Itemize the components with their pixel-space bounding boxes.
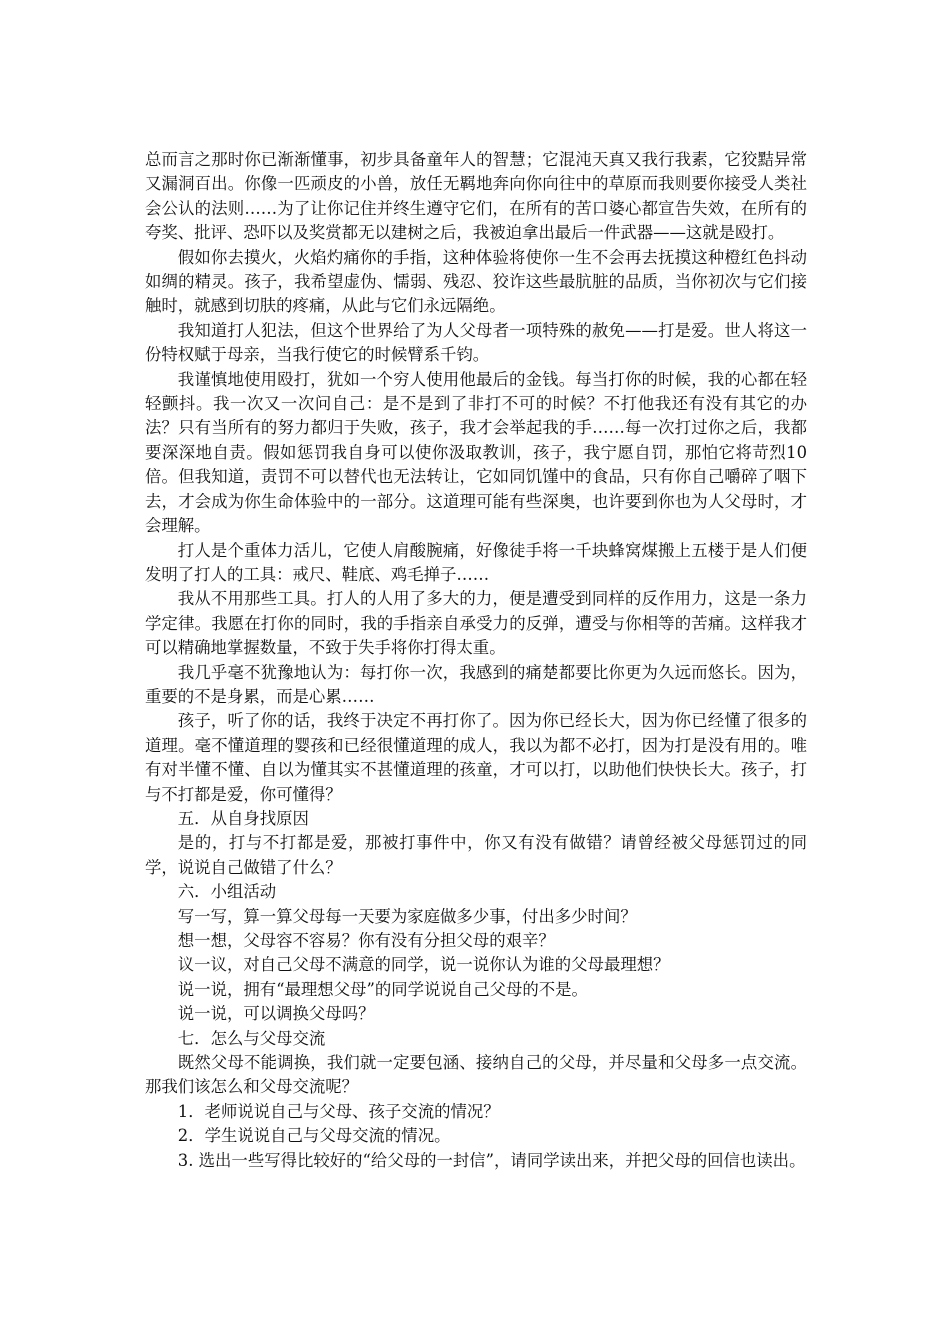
list-item-3: 3. 选出一些写得比较好的“给父母的一封信”，请同学读出来，并把父母的回信也读出。	[177, 1150, 806, 1170]
activity-discuss: 议一议，对自己父母不满意的同学，说一说你认为谁的父母最理想？	[177, 955, 670, 975]
activity-speak-2: 说一说，可以调换父母吗？	[177, 1004, 375, 1024]
section-heading-5: 五．从自身找原因	[177, 808, 309, 828]
activity-speak: 说一说，拥有“最理想父母”的同学说说自己父母的不是。	[177, 979, 588, 999]
paragraph-no-tools: 我从不用那些工具。打人的人用了多大的力，便是遭受到同样的反作用力，这是一条力学定律。我愿在打你的同时，我的手指亲自承受力的反弹，遭受与你相等的苦痛。这样我才可以精确地掌握数量，不致于失手将你打得太重。	[145, 589, 807, 658]
list-item-2: 2．学生说说自己与父母交流的情况。	[177, 1126, 451, 1146]
paragraph-pardon: 我知道打人犯法，但这个世界给了为人父母者一项特殊的赦免——打是爱。世人将这一份特权赋于母亲，当我行使它的时候臂系千钧。	[145, 320, 807, 365]
document-body	[145, 148, 807, 1173]
section-heading-7: 七．怎么与父母交流	[177, 1028, 326, 1048]
paragraph-self-reflection: 是的，打与不打都是爱，那被打事件中，你又有没有做错？请曾经被父母惩罚过的同学，说说自己做错了什么？	[145, 833, 807, 877]
paragraph-tools: 打人是个重体力活儿，它使人肩酸腕痛，好像徒手将一千块蜂窝煤搬上五楼于是人们便发明了打人的工具：戒尺、鞋底、鸡毛掸子……	[145, 540, 807, 584]
activity-think: 想一想，父母容不容易？你有没有分担父母的艰辛？	[177, 931, 555, 950]
paragraph-decision: 孩子，听了你的话，我终于决定不再打你了。因为你已经长大，因为你已经懂了很多的道理。毫不懂道理的婴孩和已经很懂道理的成人，我以为都不必打，因为打是没有用的。唯有对半懂不懂、自以为懂其实不甚懂道理的孩童，才可以打，以助他们快快长大。孩子，打与不打都是爱，你可懂得？	[145, 711, 807, 804]
paragraph-communicate: 既然父母不能调换，我们就一定要包涵、接纳自己的父母，并尽量和父母多一点交流。那我们该怎么和父母交流呢？	[145, 1053, 807, 1097]
activity-write: 写一写，算一算父母每一天要为家庭做多少事，付出多少时间？	[177, 906, 637, 926]
paragraph-careful: 我谨慎地使用殴打，犹如一个穷人使用他最后的金钱。每当打你的时候，我的心都在轻轻颤抖。我一次又一次问自己：是不是到了非打不可的时候？不打他我还有没有其它的办法？只有当所有的努力都归于失败，孩子，我才会举起我的手……每一次打过你之后，我都要深深地自责。假如惩罚我自身可以使你汲取教训，孩子，我宁愿自罚，那怕它将苛烈10倍。但我知道，责罚不可以替代也无法转让，它如同饥馑中的食品，只有你自己嚼碎了咽下去，才会成为你生命体验中的一部分。这道理可能有些深奥，也许要到你也为人父母时，才会理解。	[145, 369, 807, 536]
list-item-1: 1．老师说说自己与父母、孩子交流的情况？	[177, 1101, 500, 1121]
paragraph-summary: 总而言之那时你已渐渐懂事，初步具备童年人的智慧；它混沌天真又我行我素，它狡黠异常又漏洞百出。你像一匹顽皮的小兽，放任无羁地奔向你向往中的草原而我则要你接受人类社会公认的法则……为了让你记住并终生遵守它们，在所有的苦口婆心都宣告失效，在所有的夸奖、批评、恐吓以及奖赏都无以建树之后，我被迫拿出最后一件武器——这就是殴打。	[145, 150, 807, 243]
section-heading-6: 六．小组活动	[177, 882, 277, 902]
paragraph-pain: 我几乎毫不犹豫地认为：每打你一次，我感到的痛楚都要比你更为久远而悠长。因为，重要的不是身累，而是心累……	[145, 662, 807, 706]
paragraph-fire: 假如你去摸火，火焰灼痛你的手指，这种体验将使你一生不会再去抚摸这种橙红色抖动如绸的精灵。孩子，我希望虚伪、懦弱、残忍、狡诈这些最肮脏的品质，当你初次与它们接触时，就感到切肤的疼痛，从此与它们永远隔绝。	[145, 247, 807, 316]
